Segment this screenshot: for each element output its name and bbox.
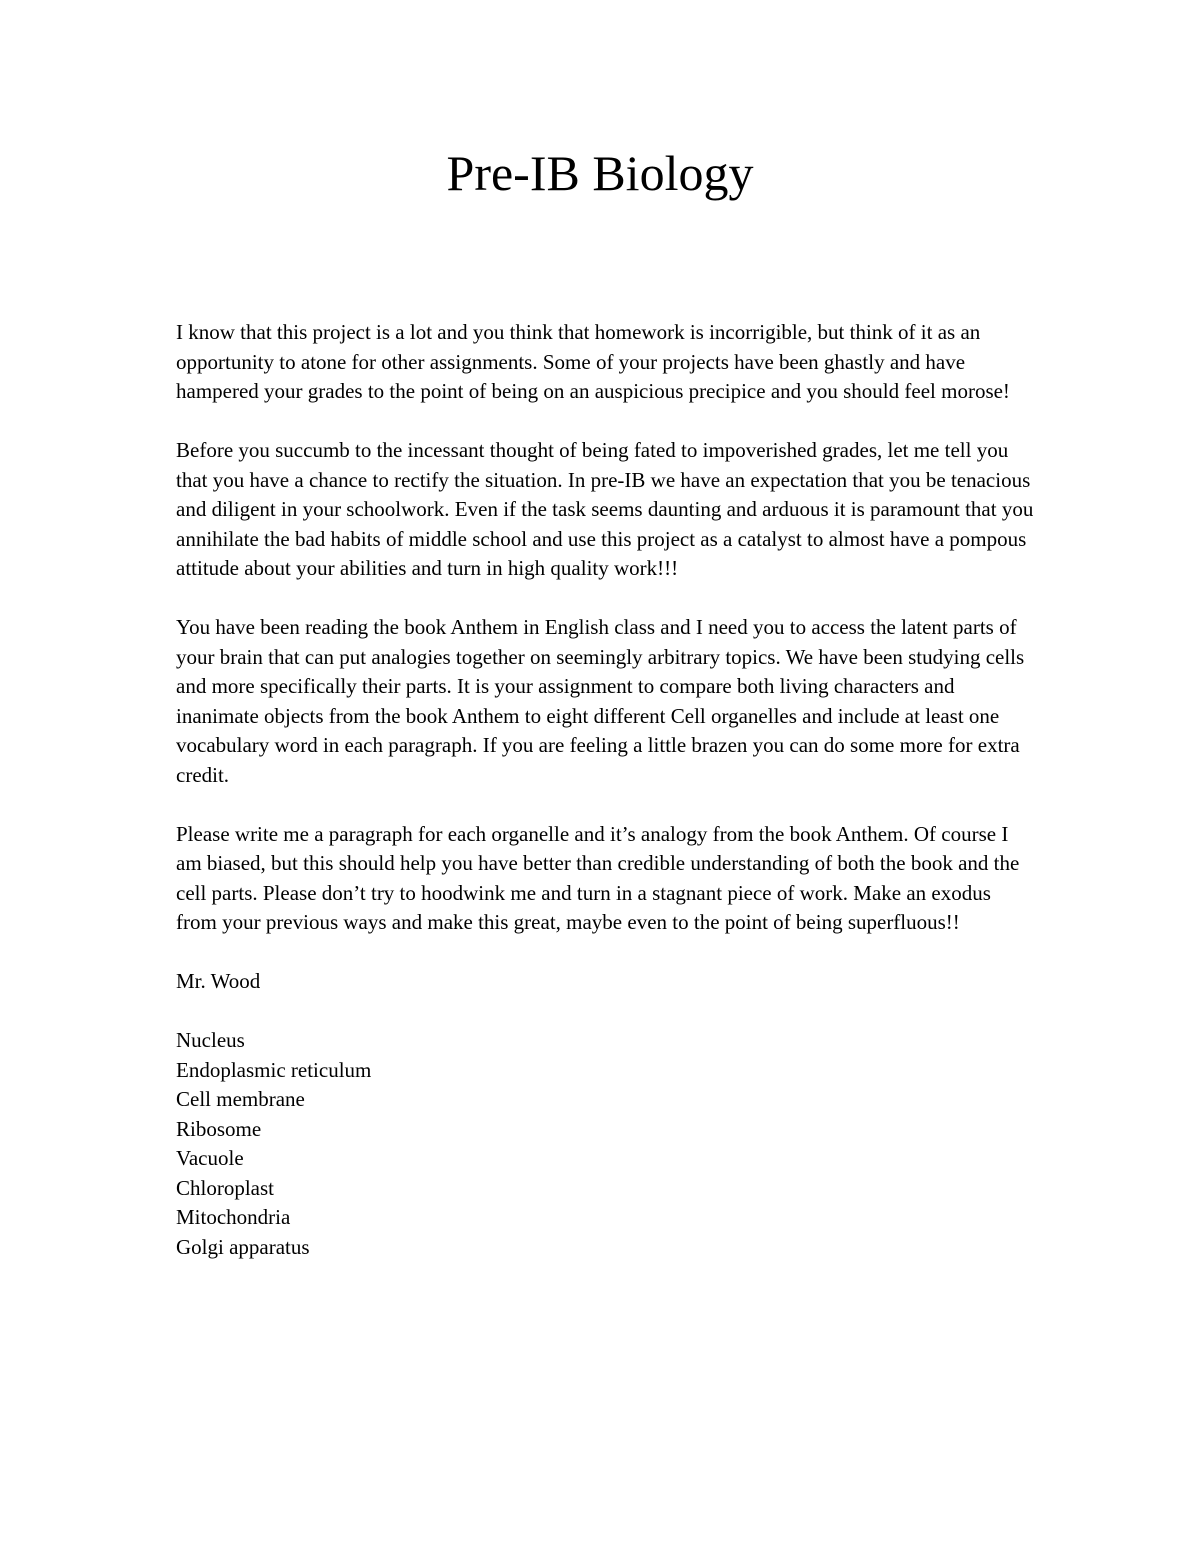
list-item: Endoplasmic reticulum xyxy=(176,1057,372,1082)
paragraph-assignment: You have been reading the book Anthem in English class and I need you to access the latent parts of your brain that can put analogies together on seemingly arbitrary topics. We have been studying cells and more specifically their parts. It is your assignment to compare both living characters and inanimate objects from the book Anthem to eight different Cell organelles and include at least one vocabulary word in each paragraph. If you are feeling a little brazen you can do some more for extra credit. xyxy=(176,615,1025,787)
document-body xyxy=(176,318,1036,1262)
list-item: Cell membrane xyxy=(176,1087,305,1111)
list-item: Golgi apparatus xyxy=(176,1234,310,1259)
paragraph-expectations: Before you succumb to the incessant thought of being fated to impoverished grades, let me tell you that you have a chance to rectify the situation. In pre-IB we have an expectation that you be tenacious and diligent in your schoolwork. Even if the task seems daunting and arduous it is paramount that you annihilate the bad habits of middle school and use this project as a catalyst to almost have a pompous attitude about your abilities and turn in high quality work!!! xyxy=(176,438,1034,580)
signature: Mr. Wood xyxy=(176,969,261,993)
list-item: Mitochondria xyxy=(176,1205,291,1229)
page-title: Pre-IB Biology xyxy=(446,145,754,201)
list-item: Chloroplast xyxy=(176,1175,274,1200)
organelle-list xyxy=(176,1026,1036,1262)
paragraph-intro: I know that this project is a lot and you think that homework is incorrigible, but think of it as an opportunity to atone for other assignments. Some of your projects have been ghastly and have hampered your grades to the point of being on an auspicious precipice and you should feel morose! xyxy=(176,320,1010,403)
paragraph-instructions: Please write me a paragraph for each organelle and it’s analogy from the book Anthem. Of course I am biased, but this should help you have better than credible understanding of both the book and the cell parts. Please don’t try to hoodwink me and turn in a stagnant piece of work. Make an exodus from your previous ways and make this great, maybe even to the point of being superfluous!! xyxy=(176,821,1020,934)
list-item: Ribosome xyxy=(176,1116,262,1141)
list-item: Nucleus xyxy=(176,1028,245,1052)
list-item: Vacuole xyxy=(176,1146,244,1170)
